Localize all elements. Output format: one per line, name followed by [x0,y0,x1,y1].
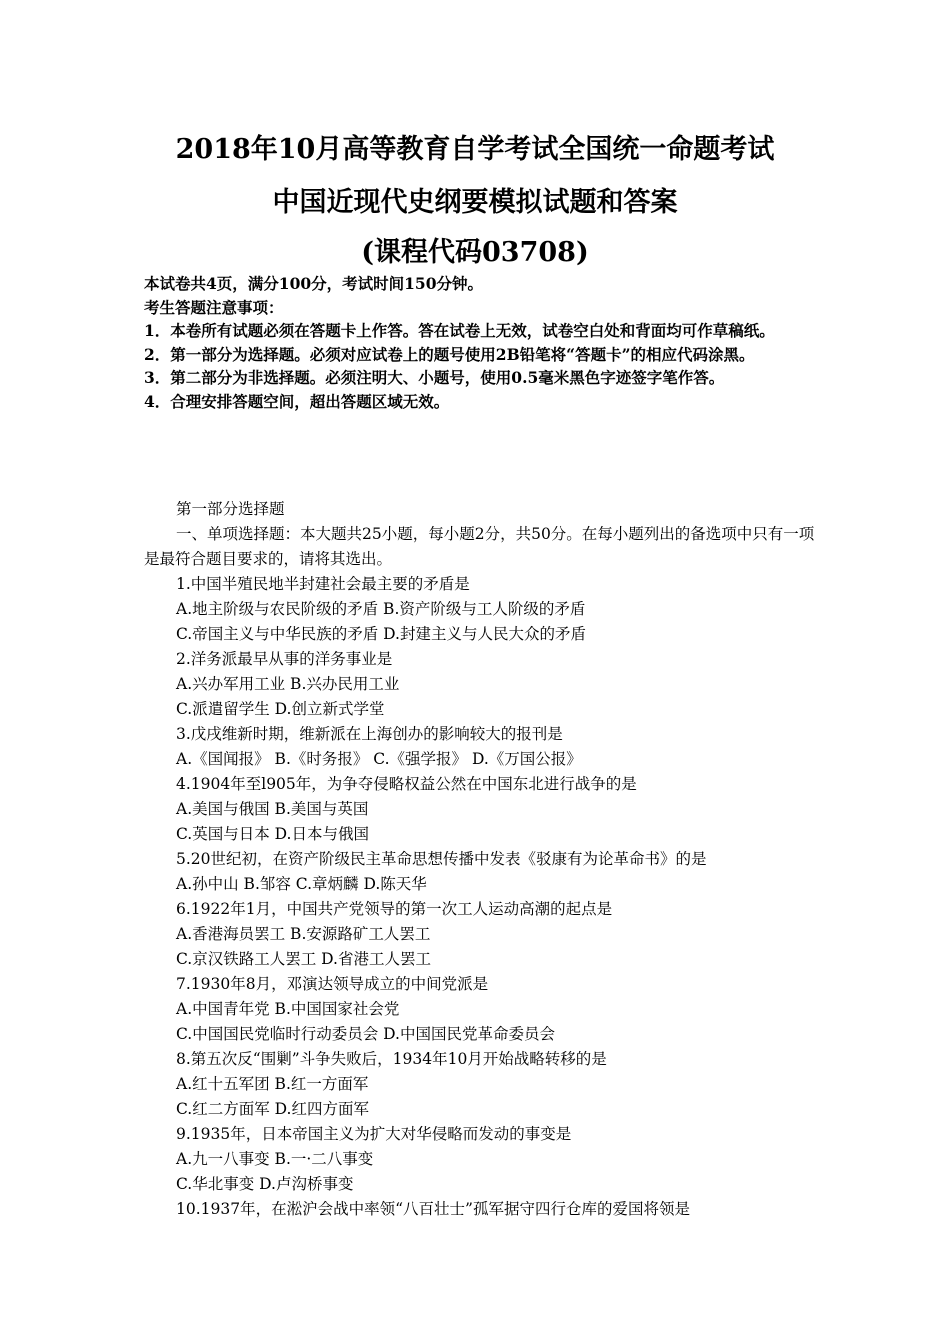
question-line: 9.1935年，日本帝国主义为扩大对华侵略而发动的事变是 [176,1125,572,1143]
question-line: C.英国与日本 D.日本与俄国 [176,825,369,843]
question-line: C.红二方面军 D.红四方面军 [176,1100,369,1118]
question-line: 6.1922年1月，中国共产党领导的第一次工人运动高潮的起点是 [176,900,613,918]
exam-summary: 本试卷共4页，满分100分，考试时间150分钟。 [144,274,483,293]
question-line: 8.第五次反“围剿”斗争失败后，1934年10月开始战略转移的是 [176,1050,607,1068]
note-item: 3．第二部分为非选择题。必须注明大、小题号，使用0.5毫米黑色字迹签字笔作答。 [144,368,725,387]
question-line: 5.20世纪初，在资产阶级民主革命思想传播中发表《驳康有为论革命书》的是 [176,850,707,868]
question-line: 7.1930年8月，邓演达领导成立的中间党派是 [176,975,489,993]
exam-title: 2018年10月高等教育自学考试全国统一命题考试 [175,134,775,165]
question-line: 1.中国半殖民地半封建社会最主要的矛盾是 [176,575,470,593]
question-line: A.孙中山 B.邹容 C.章炳麟 D.陈天华 [176,875,427,893]
exam-notes [144,272,816,413]
question-line: A.兴办军用工业 B.兴办民用工业 [176,675,400,693]
question-line: 3.戊戌维新时期，维新派在上海创办的影响较大的报刊是 [176,725,563,743]
course-code: (课程代码03708) [361,237,589,268]
question-line: C.华北事变 D.卢沟桥事变 [176,1175,354,1193]
question-line: A.红十五军团 B.红一方面军 [176,1075,369,1093]
notes-heading: 考生答题注意事项： [144,297,284,317]
question-line: A.地主阶级与农民阶级的矛盾 B.资产阶级与工人阶级的矛盾 [176,600,586,618]
question-line: 4.1904年至l905年，为争夺侵略权益公然在中国东北进行战争的是 [176,775,637,793]
question-line: C.京汉铁路工人罢工 D.省港工人罢工 [176,950,431,968]
part-heading: 第一部分选择题 [176,500,285,518]
exam-subtitle: 中国近现代史纲要模拟试题和答案 [272,187,678,218]
question-line: 10.1937年，在淞沪会战中率领“八百壮士”孤军据守四行仓库的爱国将领是 [176,1200,690,1218]
question-line: C.中国国民党临时行动委员会 D.中国国民党革命委员会 [176,1025,555,1043]
note-item: 2．第一部分为选择题。必须对应试卷上的题号使用2B铅笔将“答题卡”的相应代码涂黑。 [144,344,755,364]
section-instruction: 一、单项选择题：本大题共25小题，每小题2分，共50分。在每小题列出的备选项中只有一项是最符合题目要求的，请将其选出。 [144,525,815,568]
question-line: A.中国青年党 B.中国国家社会党 [176,1000,400,1018]
note-item: 1．本卷所有试题必须在答题卡上作答。答在试卷上无效，试卷空白处和背面均可作草稿纸。 [144,321,775,340]
question-line: A.美国与俄国 B.美国与英国 [176,800,369,818]
question-line: A.《国闻报》 B.《时务报》 C.《强学报》 D.《万国公报》 [176,750,582,768]
question-line: C.派遣留学生 D.创立新式学堂 [176,700,385,718]
question-line: C.帝国主义与中华民族的矛盾 D.封建主义与人民大众的矛盾 [176,625,586,643]
question-line: 2.洋务派最早从事的洋务事业是 [176,650,393,668]
part-one-section [144,497,816,1222]
question-line: A.香港海员罢工 B.安源路矿工人罢工 [176,925,431,943]
question-line: A.九一八事变 B.一·二八事变 [176,1150,374,1168]
note-item: 4．合理安排答题空间，超出答题区域无效。 [144,391,450,411]
